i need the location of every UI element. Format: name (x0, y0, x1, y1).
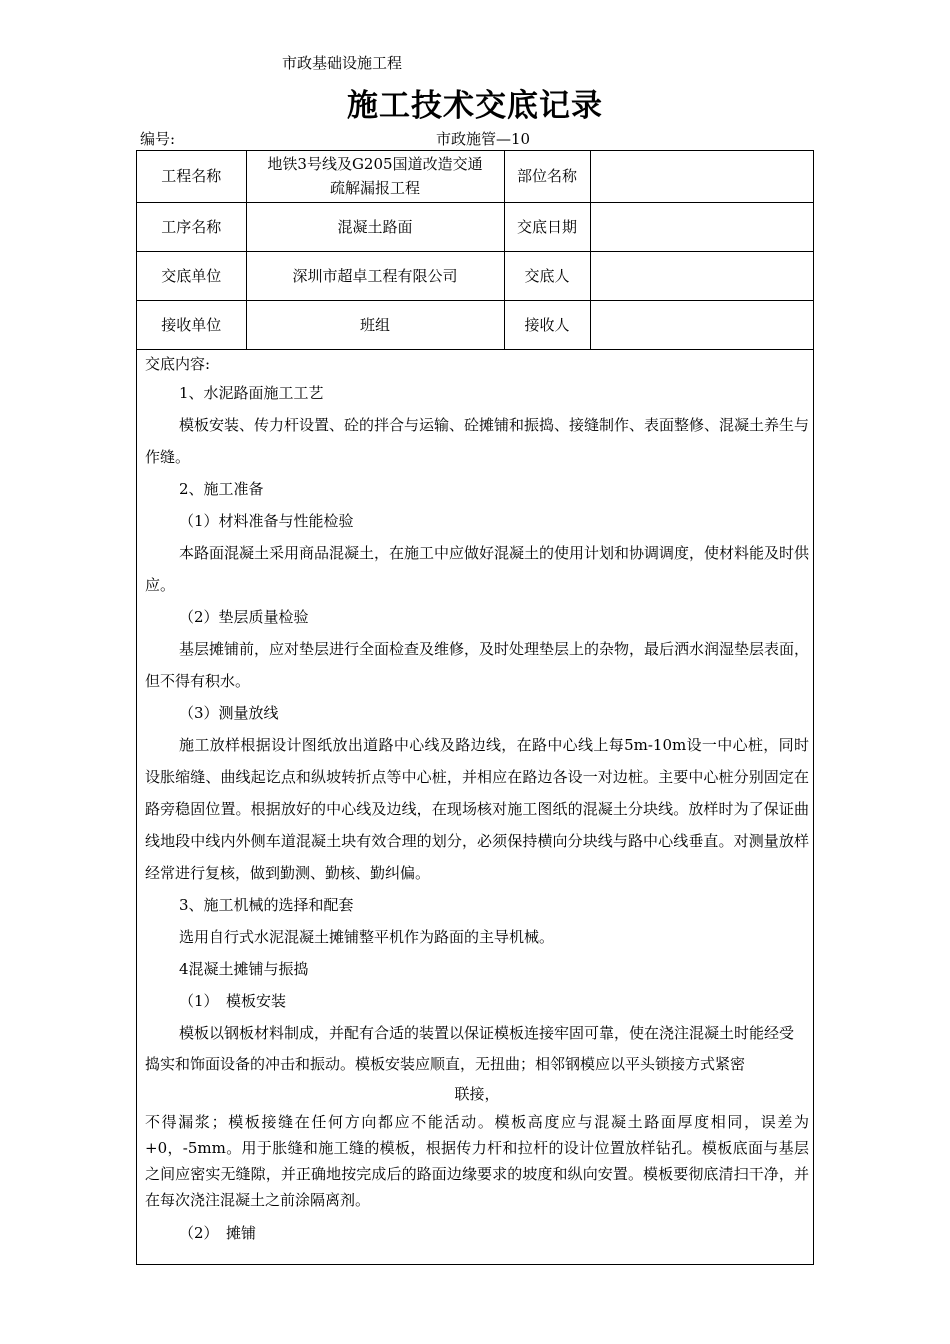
receiving-unit-label: 接收单位 (137, 300, 246, 349)
section-heading: 1、水泥路面施工工艺 (179, 384, 324, 402)
table-row (137, 151, 814, 202)
paragraph: 模板安装、传力杆设置、砼的拌合与运输、砼摊铺和振捣、接缝制作、表面整修、混凝土养生与作缝。 (145, 416, 810, 466)
project-name-value: 地铁3号线及G205国道改造交通疏解漏报工程 (246, 151, 504, 202)
briefing-date-label: 交底日期 (504, 202, 590, 251)
paragraph: 本路面混凝土采用商品混凝土，在施工中应做好混凝土的使用计划和协调调度，使材料能及时供应。 (145, 544, 810, 594)
subsection-heading: （1）材料准备与性能检验 (179, 512, 354, 530)
content-label: 交底内容: (145, 355, 211, 373)
receiver-label: 接收人 (504, 300, 590, 349)
receiver-value[interactable] (590, 300, 814, 349)
paragraph: 选用自行式水泥混凝土摊铺整平机作为路面的主导机械。 (179, 928, 555, 946)
serial-number-label: 编号: (140, 130, 176, 148)
receiving-unit-value: 班组 (246, 300, 504, 349)
record-form (136, 150, 814, 1265)
subsection-heading: （2）垫层质量检验 (179, 608, 309, 626)
briefing-unit-value: 深圳市超卓工程有限公司 (246, 251, 504, 300)
table-row (137, 300, 814, 349)
process-name-label: 工序名称 (137, 202, 246, 251)
serial-number-value: 市政施管—10 (436, 130, 531, 148)
page-title: 施工技术交底记录 (347, 88, 603, 124)
info-table (137, 151, 814, 350)
project-category: 市政基础设施工程 (282, 54, 403, 72)
table-row (137, 251, 814, 300)
table-row (137, 202, 814, 251)
paragraph: 施工放样根据设计图纸放出道路中心线及路边线，在路中心线上每5m-10m设一中心桩，同时设胀缩缝、曲线起讫点和纵坡转折点等中心桩，并相应在路边各设一对边桩。主要中心桩分别固定在路旁稳固位置。根据放好的中心线及边线，在现场核对施工图纸的混凝土分块线。放样时为了保证曲线地段中线内外侧车道混凝土块有效合理的划分，必须保持横向分块线与路中心线垂直。对测量放样经常进行复核，做到勤测、勤核、勤纠偏。 (145, 736, 809, 882)
briefing-date-value[interactable] (590, 202, 814, 251)
briefing-person-label: 交底人 (504, 251, 590, 300)
paragraph: 捣实和饰面设备的冲击和振动。模板安装应顺直，无扭曲；相邻钢模应以平头锁接方式紧密 (145, 1055, 746, 1073)
paragraph: 联接， (454, 1085, 500, 1103)
section-heading: 2、施工准备 (179, 480, 264, 498)
briefing-person-value[interactable] (590, 251, 814, 300)
subsection-heading: （3）测量放线 (179, 704, 279, 722)
briefing-unit-label: 交底单位 (137, 251, 246, 300)
briefing-content (145, 351, 809, 1249)
process-name-value: 混凝土路面 (246, 202, 504, 251)
section-heading: 4混凝土摊铺与振捣 (179, 960, 309, 978)
paragraph: 模板以钢板材料制成，并配有合适的装置以保证模板连接牢固可靠，使在浇注混凝土时能经受 (179, 1024, 795, 1042)
section-heading: 3、施工机械的选择和配套 (179, 896, 354, 914)
section-name-value[interactable] (590, 151, 814, 202)
subsection-heading: （2） 摊铺 (179, 1224, 257, 1242)
paragraph: 不得漏浆；模板接缝在任何方向都应不能活动。模板高度应与混凝土路面厚度相同，误差为+0，-5mm。用于胀缝和施工缝的模板，根据传力杆和拉杆的设计位置放样钻孔。模板底面与基层之间应密实无缝隙，并正确地按完成后的路面边缘要求的坡度和纵向安置。模板要彻底清扫干净，并在每次浇注混凝土之前涂隔离剂。 (145, 1113, 809, 1209)
project-name-label: 工程名称 (137, 151, 246, 202)
section-name-label: 部位名称 (504, 151, 590, 202)
subsection-heading: （1） 模板安装 (179, 992, 287, 1010)
paragraph: 基层摊铺前，应对垫层进行全面检查及维修，及时处理垫层上的杂物，最后洒水润湿垫层表面，但不得有积水。 (145, 640, 810, 690)
